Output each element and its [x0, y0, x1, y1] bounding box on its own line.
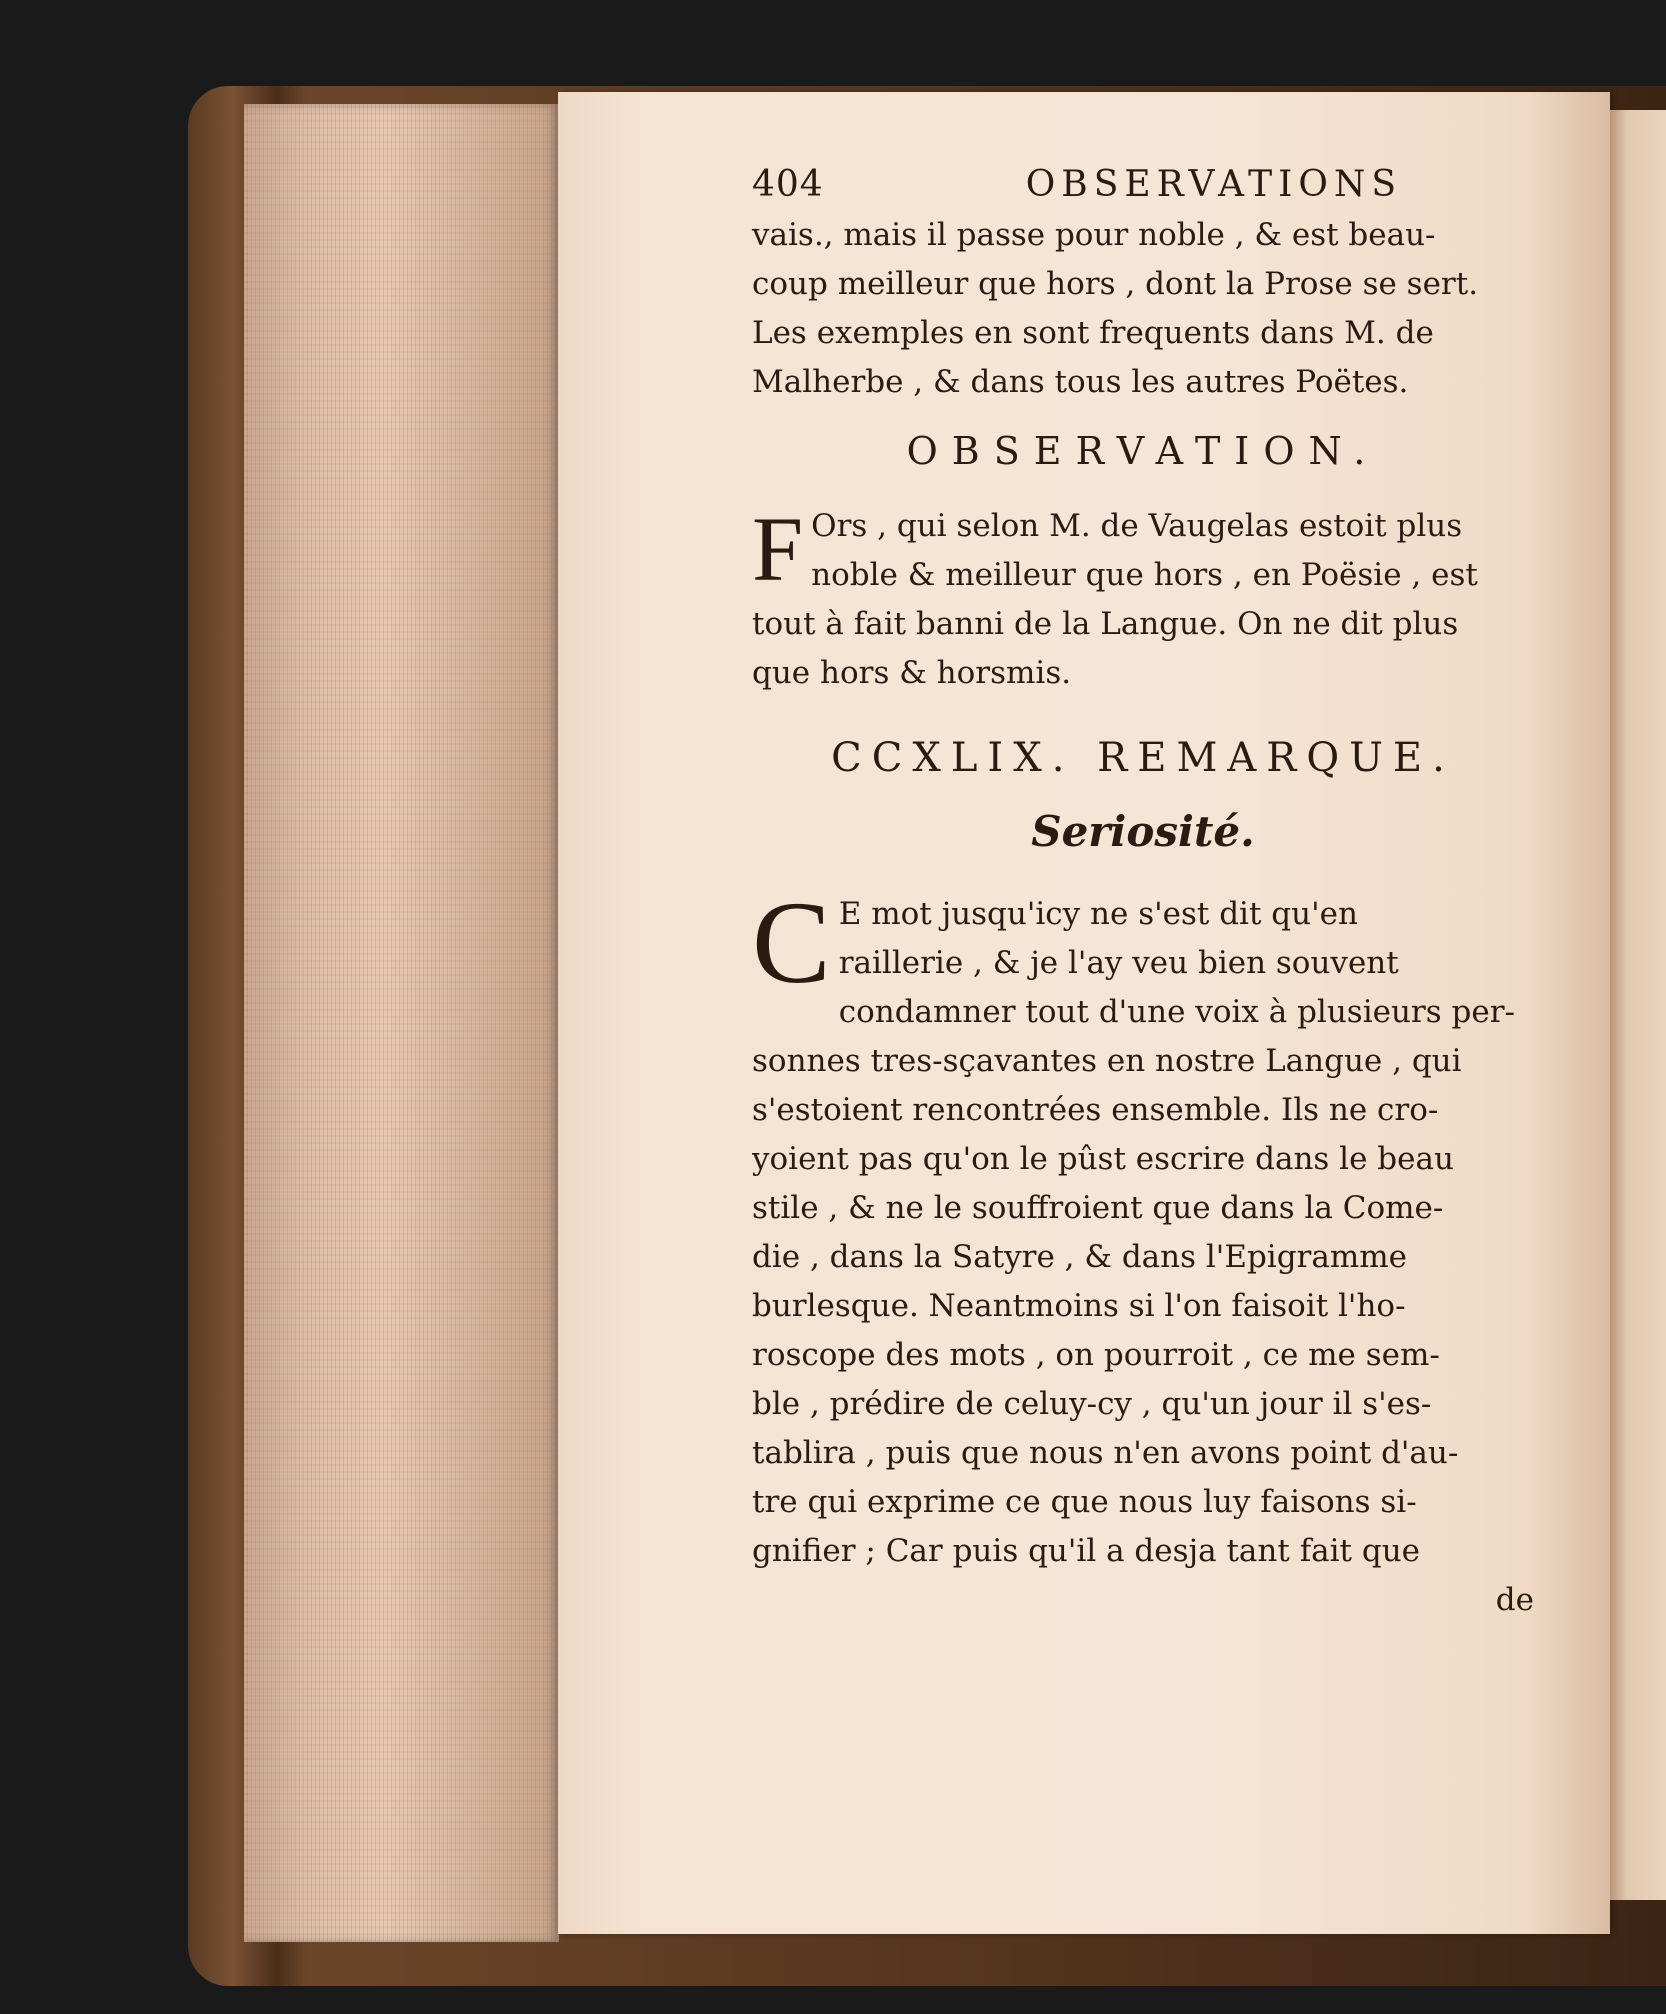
text-line: tre qui exprime ce que nous luy faisons si- [752, 1484, 1417, 1520]
remarque-subtitle: Seriosité. [1031, 807, 1255, 856]
text-line: sonnes tres-sçavantes en nostre Langue , qui [752, 1043, 1462, 1079]
text-line: Ors , qui selon M. de Vaugelas estoit plus [811, 508, 1463, 544]
text-line: Malherbe , & dans tous les autres Poëtes. [752, 364, 1409, 400]
text-line: E mot jusqu'icy ne s'est dit qu'en [838, 896, 1358, 932]
text-line: condamner tout d'une voix à plusieurs per- [838, 994, 1515, 1030]
text-line: gnifier ; Car puis qu'il a desja tant fait que [752, 1533, 1421, 1569]
remarque-paragraph [752, 877, 1534, 1576]
text-line: s'estoient rencontrées ensemble. Ils ne cro- [752, 1092, 1439, 1128]
text-line: que hors & horsmis. [752, 655, 1072, 691]
running-title: OBSERVATIONS [1025, 164, 1402, 205]
text-line: noble & meilleur que hors , en Poësie , est [811, 557, 1478, 593]
catchword: de [1495, 1582, 1534, 1618]
drop-cap: C [752, 877, 831, 1008]
text-line: die , dans la Satyre , & dans l'Epigramme [752, 1239, 1407, 1275]
text-line: raillerie , & je l'ay veu bien souvent [838, 945, 1399, 981]
text-line: yoient pas qu'on le pûst escrire dans le beau [752, 1141, 1454, 1177]
facing-page-edge [1610, 110, 1666, 1900]
page-number: 404 [752, 164, 824, 205]
running-header [752, 160, 1402, 209]
remarque-heading: CCXLIX. REMARQUE. [831, 735, 1455, 781]
page-edges [244, 104, 559, 1942]
drop-cap: F [752, 498, 804, 600]
text-line: ble , prédire de celuy-cy , qu'un jour il s'es- [752, 1386, 1432, 1422]
text-line: stile , & ne le souffroient que dans la Come- [752, 1190, 1444, 1226]
text-line: tablira , puis que nous n'en avons point d'au- [752, 1435, 1459, 1471]
observation-paragraph [752, 498, 1534, 698]
text-line: roscope des mots , on pourroit , ce me sem- [752, 1337, 1440, 1373]
text-line: tout à fait banni de la Langue. On ne dit plus [752, 606, 1459, 642]
observation-heading: OBSERVATION. [906, 429, 1380, 473]
text-line: vais., mais il passe pour noble , & est beau- [752, 217, 1436, 253]
text-line: Les exemples en sont frequents dans M. de [752, 315, 1434, 351]
page-text [752, 160, 1534, 1625]
text-line: coup meilleur que hors , dont la Prose se sert. [752, 266, 1479, 302]
text-line: burlesque. Neantmoins si l'on faisoit l'ho- [752, 1288, 1406, 1324]
continued-text [752, 211, 1534, 407]
